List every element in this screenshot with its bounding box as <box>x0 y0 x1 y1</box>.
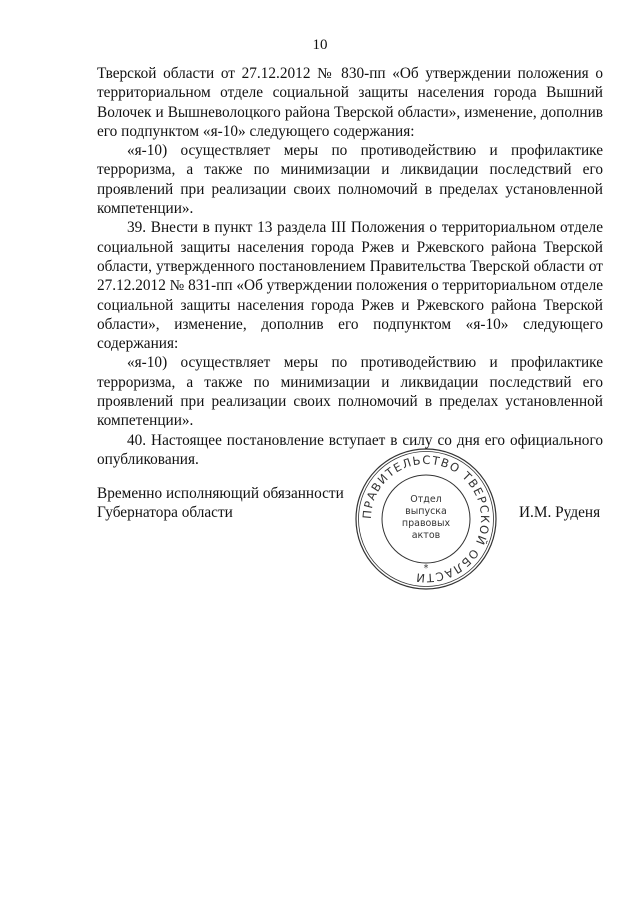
signatory-name: И.М. Руденя <box>519 504 601 521</box>
seal-star: * <box>423 563 429 574</box>
seal-ring-text: ПРАВИТЕЛЬСТВО ТВЕРСКОЙ ОБЛАСТИ <box>359 452 493 586</box>
page-number: 10 <box>312 37 328 53</box>
paragraph-5: 40. Настоящее постановление вступает в силу со дня его официального опубликования. <box>97 431 603 468</box>
paragraph-4: «я-10) осуществляет меры по противодействию и профилактике терроризма, а также по минимизации и ликвидации последствий его проявлений при реализации своих полномочий в пределах установленной компетенции». <box>97 354 603 430</box>
seal-center-line-3: правовых <box>401 518 451 529</box>
signatory-position-line-1: Временно исполняющий обязанности <box>97 485 344 502</box>
seal-center-line-1: Отдел <box>410 494 442 505</box>
seal-center-line-2: выпуска <box>405 506 447 517</box>
paragraph-3: 39. Внести в пункт 13 раздела III Положения о территориальном отделе социальной защиты населения города Ржев и Ржевского района Тверской области, утвержденного постановлением Правительства Тверской области от 27.12.2012 № 831-пп «Об утверждении положения о территориальном отделе социальной защиты населения города Ржев и Ржевского района Тверской области», изменение, дополнив его подпунктом «я-10» следующего содержания: <box>97 219 603 353</box>
paragraph-2: «я-10) осуществляет меры по противодействию и профилактике терроризма, а также по минимизации и ликвидации последствий его проявлений при реализации своих полномочий в пределах установленной компетенции». <box>97 142 603 218</box>
signatory-position-line-2: Губернатора области <box>97 504 233 522</box>
document-body <box>97 64 603 469</box>
signatory-position <box>97 484 357 523</box>
paragraph-1: Тверской области от 27.12.2012 № 830-пп «Об утверждении положения о территориальном отделе социальной защиты населения города Вышний Волочек и Вышневолоцкого района Тверской области», изменение, дополнив его подпунктом «я-10» следующего содержания: <box>97 65 603 140</box>
official-seal <box>352 445 500 593</box>
seal-center-line-4: актов <box>411 530 441 541</box>
seal-graphic <box>352 445 500 593</box>
